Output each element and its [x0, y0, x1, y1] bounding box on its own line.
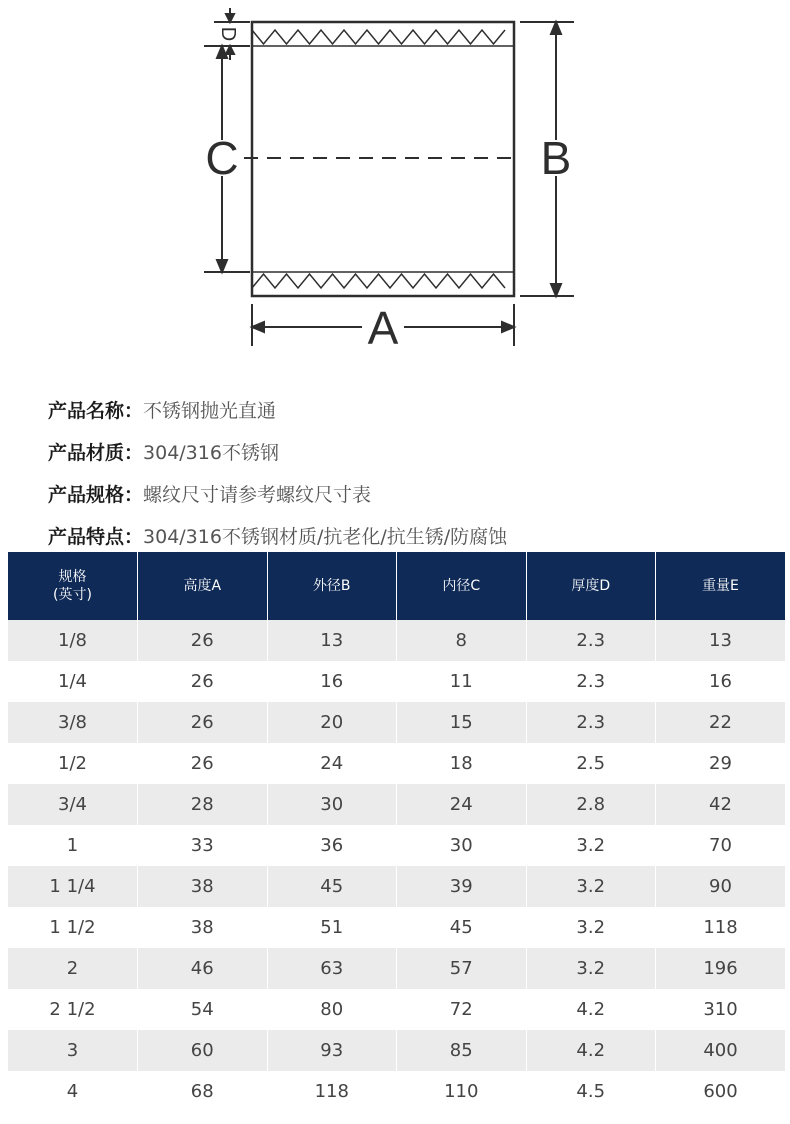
table-cell: 28: [138, 784, 268, 825]
header-height-a: 高度A: [138, 552, 268, 620]
header-thickness-d: 厚度D: [526, 552, 656, 620]
table-cell: 2.8: [526, 784, 656, 825]
table-cell: 80: [267, 989, 397, 1030]
table-cell: 4.2: [526, 989, 656, 1030]
table-cell: 63: [267, 948, 397, 989]
table-cell: 26: [138, 620, 268, 661]
table-row: [8, 948, 785, 989]
table-cell: 196: [656, 948, 786, 989]
table-cell: 1: [8, 825, 138, 866]
table-cell: 85: [397, 1030, 527, 1071]
table-cell: 1/8: [8, 620, 138, 661]
table-cell: 4.5: [526, 1071, 656, 1112]
table-cell: 90: [656, 866, 786, 907]
table-cell: 26: [138, 702, 268, 743]
table-cell: 3.2: [526, 907, 656, 948]
table-cell: 38: [138, 907, 268, 948]
table-cell: 13: [267, 620, 397, 661]
table-cell: 1/2: [8, 743, 138, 784]
table-row: [8, 661, 785, 702]
table-cell: 2 1/2: [8, 989, 138, 1030]
fitting-diagram: [0, 0, 790, 370]
table-cell: 310: [656, 989, 786, 1030]
spec-size: [48, 479, 507, 521]
table-cell: 1/4: [8, 661, 138, 702]
thread-top: [252, 30, 505, 44]
table-cell: 29: [656, 743, 786, 784]
table-cell: 18: [397, 743, 527, 784]
table-cell: 20: [267, 702, 397, 743]
table-cell: 3.2: [526, 866, 656, 907]
table-cell: 2.5: [526, 743, 656, 784]
table-cell: 3/4: [8, 784, 138, 825]
spec-material: [48, 437, 507, 479]
table-row: [8, 866, 785, 907]
table-cell: 11: [397, 661, 527, 702]
spec-value: 不锈钢抛光直通: [143, 400, 277, 422]
table-cell: 16: [656, 661, 786, 702]
table-cell: 400: [656, 1030, 786, 1071]
table-row: [8, 620, 785, 661]
table-cell: 72: [397, 989, 527, 1030]
table-cell: 3.2: [526, 825, 656, 866]
table-cell: 15: [397, 702, 527, 743]
spec-value: 304/316不锈钢: [143, 442, 279, 464]
dimension-table: [8, 552, 785, 1112]
table-cell: 8: [397, 620, 527, 661]
table-cell: 45: [267, 866, 397, 907]
header-weight-e: 重量E: [656, 552, 786, 620]
table-cell: 39: [397, 866, 527, 907]
table-row: [8, 825, 785, 866]
table-cell: 3/8: [8, 702, 138, 743]
table-cell: 3.2: [526, 948, 656, 989]
table-cell: 110: [397, 1071, 527, 1112]
dimension-c-label: C: [205, 132, 239, 184]
table-row: [8, 1071, 785, 1112]
table-row: [8, 784, 785, 825]
table-cell: 30: [267, 784, 397, 825]
spec-value: 螺纹尺寸请参考螺纹尺寸表: [143, 484, 372, 506]
table-cell: 60: [138, 1030, 268, 1071]
table-cell: 24: [267, 743, 397, 784]
spec-label: 产品特点：: [48, 526, 144, 548]
table-cell: 30: [397, 825, 527, 866]
table-cell: 36: [267, 825, 397, 866]
table-cell: 54: [138, 989, 268, 1030]
table-cell: 600: [656, 1071, 786, 1112]
table-row: [8, 743, 785, 784]
dimension-a-label: A: [367, 302, 399, 354]
table-cell: 1 1/2: [8, 907, 138, 948]
table-cell: 1 1/4: [8, 866, 138, 907]
table-row: [8, 1030, 785, 1071]
spec-label: 产品规格：: [48, 484, 144, 506]
table-cell: 45: [397, 907, 527, 948]
table-cell: 26: [138, 743, 268, 784]
table-cell: 4.2: [526, 1030, 656, 1071]
table-cell: 3: [8, 1030, 138, 1071]
spec-label: 产品材质：: [48, 442, 144, 464]
table-cell: 16: [267, 661, 397, 702]
spec-label: 产品名称：: [48, 400, 144, 422]
table-cell: 24: [397, 784, 527, 825]
table-cell: 46: [138, 948, 268, 989]
table-cell: 33: [138, 825, 268, 866]
table-cell: 38: [138, 866, 268, 907]
table-cell: 118: [267, 1071, 397, 1112]
table-cell: 118: [656, 907, 786, 948]
header-size: 规格 (英寸): [8, 552, 138, 620]
table-cell: 2.3: [526, 661, 656, 702]
product-specs: [48, 395, 507, 563]
table-cell: 26: [138, 661, 268, 702]
table-row: [8, 989, 785, 1030]
table-cell: 4: [8, 1071, 138, 1112]
table-cell: 13: [656, 620, 786, 661]
dimension-d-label: D: [217, 26, 239, 42]
thread-bottom: [252, 274, 505, 288]
dimension-b-label: B: [540, 132, 572, 184]
table-cell: 2.3: [526, 620, 656, 661]
table-cell: 93: [267, 1030, 397, 1071]
table-body: [8, 620, 785, 1112]
table-cell: 57: [397, 948, 527, 989]
table-cell: 2.3: [526, 702, 656, 743]
spec-name: [48, 395, 507, 437]
table-cell: 42: [656, 784, 786, 825]
table-cell: 70: [656, 825, 786, 866]
table-row: [8, 907, 785, 948]
spec-value: 304/316不锈钢材质/抗老化/抗生锈/防腐蚀: [143, 526, 508, 548]
table-cell: 22: [656, 702, 786, 743]
table-cell: 51: [267, 907, 397, 948]
table-cell: 2: [8, 948, 138, 989]
table-header-row: [8, 552, 785, 620]
table-row: [8, 702, 785, 743]
header-inner-c: 内径C: [397, 552, 527, 620]
table-cell: 68: [138, 1071, 268, 1112]
header-outer-b: 外径B: [267, 552, 397, 620]
